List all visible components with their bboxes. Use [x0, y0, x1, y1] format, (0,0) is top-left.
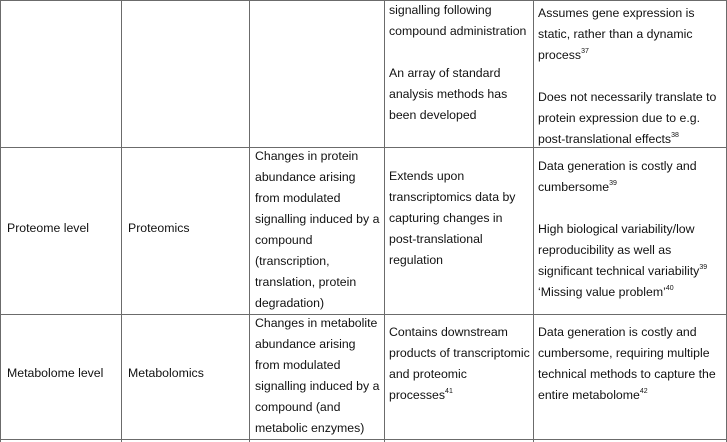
advantage-text: Extends upon transcriptomics data by capturing changes in post-translational regulation — [389, 169, 516, 267]
technique-cell: Metabolomics — [128, 366, 204, 380]
advantages-cell — [389, 0, 526, 126]
limitation-text: High biological variability/low reproducibility as well as significant technical variability$^{39}$ — [538, 222, 708, 278]
advantages-cell — [389, 166, 515, 271]
limitation-text: Assumes gene expression is static, rather than a dynamic process$^{37}$ — [538, 6, 695, 62]
advantages-cell — [389, 322, 530, 406]
limitations-cell — [538, 322, 716, 406]
reference-superscript: 41 — [445, 388, 453, 395]
limitation-text: Data generation is costly and cumbersome$^{39}$ — [538, 159, 697, 194]
measures-cell: Changes in protein abundance arising from modulated signalling induced by a compound (transcription, translation, protein degradation) — [255, 149, 380, 310]
advantage-text: signalling following compound administration — [389, 3, 527, 38]
reference-superscript: 39 — [699, 264, 708, 271]
reference-superscript: 40 — [665, 285, 674, 292]
col-border — [249, 0, 250, 442]
limitations-cell — [538, 3, 716, 150]
advantage-text: Contains downstream products of transcriptomic and proteomic processes$^{41}$ — [389, 325, 530, 402]
level-cell: Metabolome level — [7, 366, 104, 380]
limitation-text: Data generation is costly and cumbersome, requiring multiple technical methods to capture the entire metabolome$^{42}$ — [538, 325, 716, 402]
reference-superscript: 39 — [609, 180, 617, 187]
advantage-text: An array of standard analysis methods has been developed — [389, 66, 508, 122]
col-border — [121, 0, 122, 442]
col-border — [0, 0, 1, 442]
measures-cell: Changes in metabolite abundance arising from modulated signalling induced by a compound (and metabolic enzymes) — [255, 316, 380, 435]
level-cell: Proteome level — [7, 221, 90, 235]
limitation-text: Does not necessarily translate to protein expression due to e.g. post-translational effects$^{38}$ — [538, 90, 717, 146]
limitations-cell — [538, 156, 707, 303]
col-border — [384, 0, 385, 442]
technique-cell: Proteomics — [128, 221, 190, 235]
limitation-text: ‘Missing value problem’$^{40}$ — [538, 285, 674, 299]
reference-superscript: 38 — [671, 132, 679, 139]
col-border — [533, 0, 534, 442]
reference-superscript: 42 — [639, 388, 648, 395]
reference-superscript: 37 — [581, 48, 589, 55]
row-border — [0, 0, 727, 1]
row-border — [0, 439, 727, 440]
